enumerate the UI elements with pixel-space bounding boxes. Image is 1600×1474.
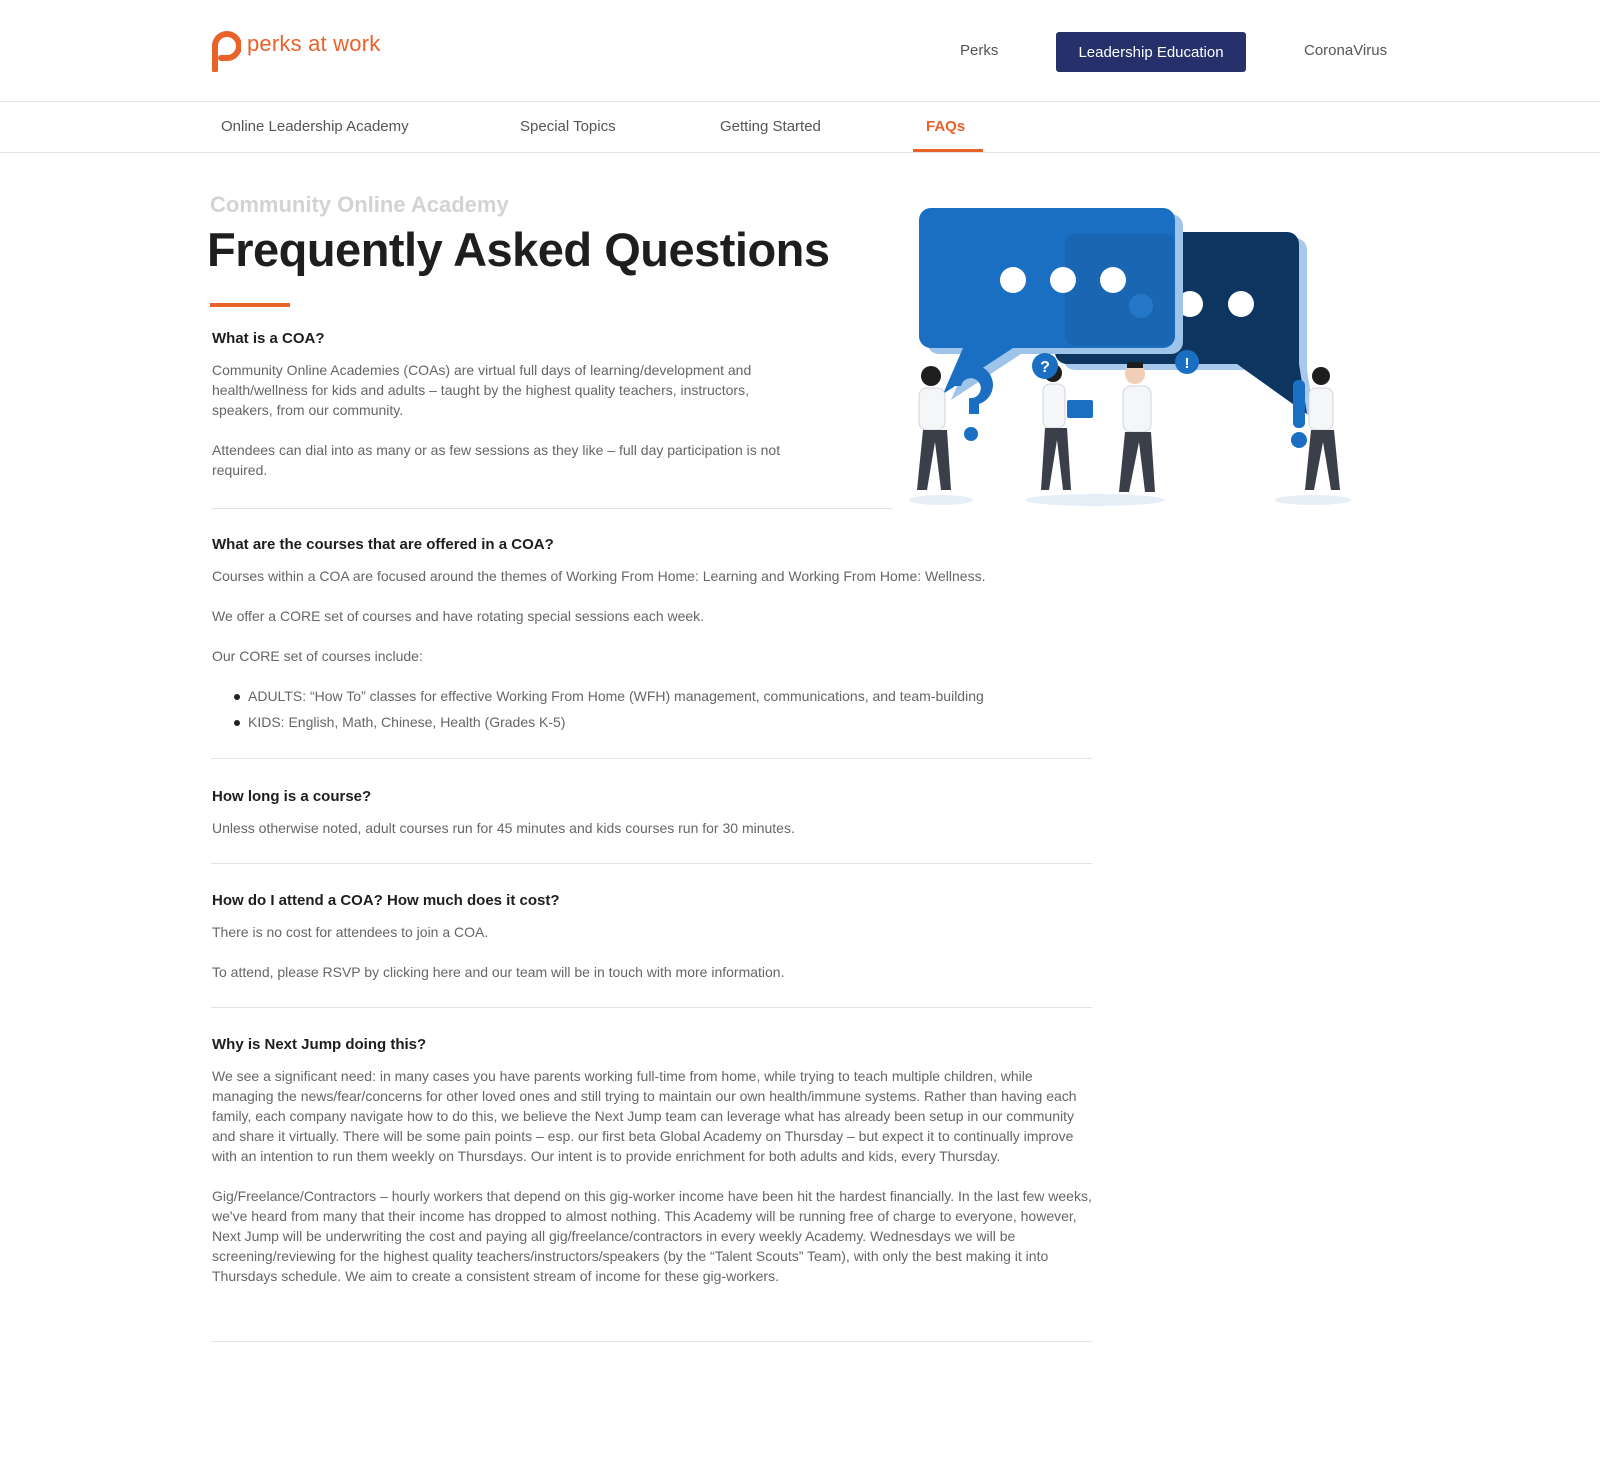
faq-answer-paragraph: Courses within a COA are focused around the themes of Working From Home: Learning and Working From Home: Wellness. bbox=[212, 568, 986, 584]
tab-online-leadership-academy[interactable]: Online Leadership Academy bbox=[221, 118, 409, 135]
list-item: KIDS: English, Math, Chinese, Health (Grades K-5) bbox=[212, 712, 1092, 732]
faq-answer-paragraph: Gig/Freelance/Contractors – hourly workers that depend on this gig-worker income have been hit the hardest financially. In the last few weeks, we've heard from many that their income has dropped to almost nothing. This Academy will be running free of charge to everyone, however, Next Jump will be underwriting the cost and paying all gig/freelance/contractors in every weekly Academy. Wednesdays we will be screening/reviewing for the highest quality teachers/instructors/speakers (by the “Talent Scouts” Team), with only the best making it into Thursdays schedule. We aim to create a consistent stream of income for these gig-workers. bbox=[212, 1188, 1092, 1284]
svg-text:!: ! bbox=[1184, 355, 1190, 372]
faq-question: What are the courses that are offered in a COA? bbox=[212, 536, 554, 553]
faq-divider bbox=[211, 758, 1092, 759]
faq-answer-paragraph: Community Online Academies (COAs) are virtual full days of learning/development and health/wellness for kids and adults – taught by the highest quality teachers, instructors, speakers, from our community. bbox=[212, 362, 752, 418]
list-item: ADULTS: “How To” classes for effective Working From Home (WFH) management, communications, and team-building bbox=[212, 686, 1092, 706]
faq-question: How long is a course? bbox=[212, 788, 372, 805]
svg-text:?: ? bbox=[1040, 359, 1050, 376]
faq-item-course-length bbox=[212, 788, 1092, 838]
logo-wordmark: perks at work bbox=[247, 31, 381, 56]
chat-bubbles-people-illustration bbox=[905, 208, 1355, 510]
tab-getting-started[interactable]: Getting Started bbox=[720, 118, 821, 135]
page-eyebrow: Community Online Academy bbox=[210, 192, 509, 217]
faq-question: What is a COA? bbox=[212, 330, 325, 347]
title-accent-rule bbox=[210, 303, 290, 307]
nav-perks-link[interactable]: Perks bbox=[960, 42, 999, 59]
sub-navigation bbox=[0, 102, 1600, 153]
faq-answer-paragraph: We offer a CORE set of courses and have rotating special sessions each week. bbox=[212, 608, 705, 624]
tab-faqs[interactable]: FAQs bbox=[926, 118, 966, 135]
faq-answer-paragraph: To attend, please RSVP by clicking here and our team will be in touch with more information. bbox=[212, 964, 785, 980]
page-title: Frequently Asked Questions bbox=[207, 223, 830, 276]
faq-question: How do I attend a COA? How much does it cost? bbox=[212, 892, 560, 909]
active-tab-indicator bbox=[913, 149, 983, 152]
faq-divider bbox=[211, 863, 1092, 864]
core-courses-list bbox=[212, 686, 1092, 732]
nav-coronavirus-link[interactable]: CoronaVirus bbox=[1304, 42, 1388, 59]
faq-answer-paragraph: Attendees can dial into as many or as few sessions as they like – full day participation is not required. bbox=[212, 442, 781, 478]
perks-at-work-logo[interactable] bbox=[209, 30, 380, 72]
faq-answer-paragraph: There is no cost for attendees to join a COA. bbox=[212, 924, 489, 940]
tab-special-topics[interactable]: Special Topics bbox=[520, 118, 616, 135]
faq-divider bbox=[211, 1007, 1092, 1008]
faq-divider bbox=[211, 1341, 1092, 1342]
faq-item-courses-offered bbox=[212, 536, 1092, 738]
perks-logo-icon bbox=[209, 30, 241, 72]
faq-answer-paragraph: Our CORE set of courses include: bbox=[212, 648, 423, 664]
faq-item-why-next-jump bbox=[212, 1036, 1097, 1286]
faq-question: Why is Next Jump doing this? bbox=[212, 1036, 427, 1053]
faq-item-what-is-coa bbox=[212, 330, 812, 480]
top-header bbox=[0, 0, 1600, 102]
faq-divider bbox=[211, 508, 893, 509]
faq-answer-paragraph: We see a significant need: in many cases you have parents working full-time from home, while trying to teach multiple children, while managing the news/fear/concerns for other loved ones and still trying to maintain our own health/immune systems. Rather than having each family, each company navigate how to do this, we believe the Next Jump team can leverage what has already been setup in our community and share it virtually. There will be some pain points – esp. our first beta Global Academy on Thursday – but expect it to continually improve with an intention to run them weekly on Thursdays. Our intent is to provide enrichment for both adults and kids, every Thursday. bbox=[212, 1068, 1077, 1164]
faq-answer-paragraph: Unless otherwise noted, adult courses run for 45 minutes and kids courses run for 30 minutes. bbox=[212, 820, 795, 836]
faq-item-attend-cost bbox=[212, 892, 1092, 982]
nav-leadership-education-button[interactable]: Leadership Education bbox=[1056, 32, 1246, 72]
